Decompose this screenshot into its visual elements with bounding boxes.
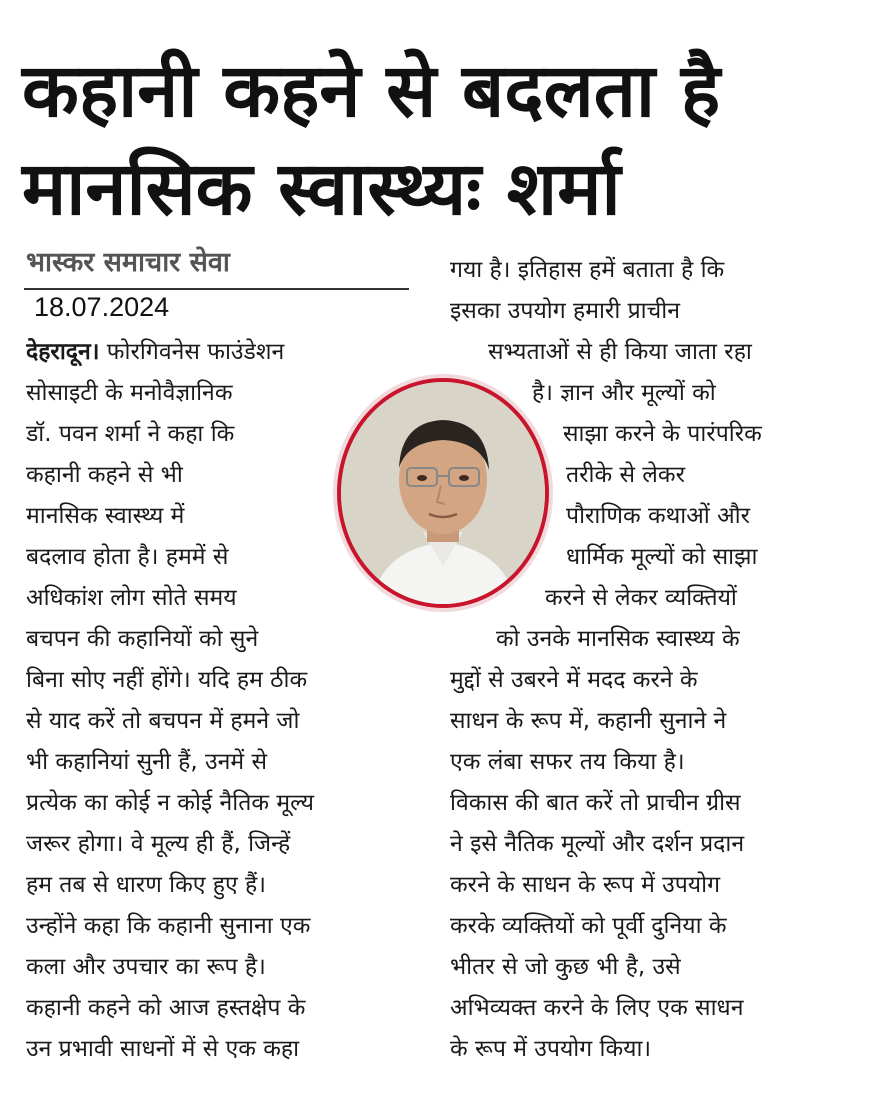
right-line-8: करने से लेकर व्यक्तियों	[545, 585, 737, 611]
left-line-2: डॉ. पवन शर्मा ने कहा कि	[26, 421, 235, 447]
date: 18.07.2024	[34, 292, 170, 322]
left-line-16: कहानी कहने को आज हस्तक्षेप के	[26, 995, 306, 1021]
right-line-17: भीतर से जो कुछ भी है, उसे	[450, 954, 681, 980]
left-line-8: बिना सोए नहीं होंगे। यदि हम ठीक	[26, 667, 308, 693]
left-line-7: बचपन की कहानियों को सुने	[26, 626, 259, 652]
portrait-illustration	[341, 382, 545, 604]
right-line-12: एक लंबा सफर तय किया है।	[450, 749, 685, 775]
right-line-10: मुद्दों से उबरने में मदद करने के	[450, 667, 698, 693]
right-line-1: इसका उपयोग हमारी प्राचीन	[450, 298, 680, 324]
left-line-1: सोसाइटी के मनोवैज्ञानिक	[26, 380, 233, 406]
right-line-7: धार्मिक मूल्यों को साझा	[566, 544, 758, 570]
left-line-6: अधिकांश लोग सोते समय	[26, 585, 237, 611]
right-line-9: को उनके मानसिक स्वास्थ्य के	[496, 626, 740, 652]
right-line-18: अभिव्यक्त करने के लिए एक साधन	[450, 995, 744, 1021]
left-line-9: से याद करें तो बचपन में हमने जो	[26, 708, 300, 734]
left-line-10: भी कहानियां सुनी हैं, उनमें से	[26, 749, 267, 775]
right-line-15: करने के साधन के रूप में उपयोग	[450, 872, 721, 898]
portrait-photo	[337, 378, 549, 608]
right-line-3: है। ज्ञान और मूल्यों को	[532, 380, 716, 406]
right-line-2: सभ्यताओं से ही किया जाता रहा	[488, 339, 752, 365]
left-line-3: कहानी कहने से भी	[26, 462, 183, 488]
right-line-5: तरीके से लेकर	[566, 462, 685, 488]
dateline: देहरादून।	[26, 339, 100, 365]
right-line-11: साधन के रूप में, कहानी सुनाने ने	[450, 708, 727, 734]
left-line-15: कला और उपचार का रूप है।	[26, 954, 266, 980]
right-line-16: करके व्यक्तियों को पूर्वी दुनिया के	[450, 913, 727, 939]
left-line-11: प्रत्येक का कोई न कोई नैतिक मूल्य	[26, 790, 314, 816]
left-line-13: हम तब से धारण किए हुए हैं।	[26, 872, 266, 898]
right-line-6: पौराणिक कथाओं और	[566, 503, 751, 529]
byline: भास्कर समाचार सेवा	[26, 247, 230, 278]
left-line-17: उन प्रभावी साधनों में से एक कहा	[26, 1036, 300, 1062]
right-line-4: साझा करने के पारंपरिक	[563, 421, 762, 447]
headline	[22, 42, 852, 238]
right-line-0: गया है। इतिहास हमें बताता है कि	[450, 257, 725, 283]
left-line-12: जरूर होगा। वे मूल्य ही हैं, जिन्हें	[26, 831, 291, 857]
headline-line-2: मानसिक स्वास्थ्यः शर्मा	[22, 146, 621, 232]
right-line-13: विकास की बात करें तो प्राचीन ग्रीस	[450, 790, 741, 816]
headline-line-1: कहानी कहने से बदलता है	[22, 48, 721, 134]
left-line-14: उन्होंने कहा कि कहानी सुनाना एक	[26, 913, 311, 939]
left-line-4: मानसिक स्वास्थ्य में	[26, 503, 185, 529]
right-line-14: ने इसे नैतिक मूल्यों और दर्शन प्रदान	[450, 831, 745, 857]
left-line-5: बदलाव होता है। हममें से	[26, 544, 229, 570]
right-line-19: के रूप में उपयोग किया।	[450, 1036, 652, 1062]
left-line-0: देहरादून। फोरगिवनेस फाउंडेशन	[26, 339, 285, 365]
